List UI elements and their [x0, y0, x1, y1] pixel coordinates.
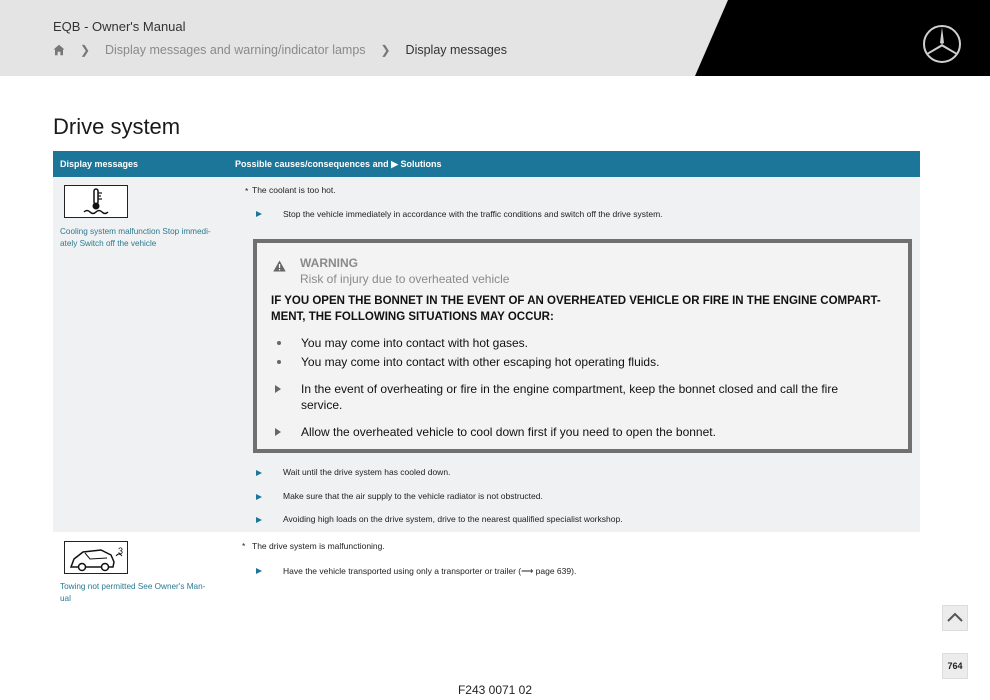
solution-arrow-icon: [256, 517, 262, 523]
page-title: Drive system: [53, 114, 181, 139]
cause-asterisk: *: [242, 541, 246, 551]
solution-arrow-icon: [256, 568, 262, 574]
column-header-display-messages: Display messages: [60, 159, 139, 169]
warning-caps-text: IF YOU OPEN THE BONNET IN THE EVENT OF AN OVERHEATED VEHICLE OR FIRE IN THE ENGINE COMPART- MENT, THE FOLLOWING SITUATIONS MAY OCCUR:: [271, 295, 881, 323]
warning-triangle-icon: [273, 260, 286, 272]
manual-title[interactable]: EQB - Owner's Manual: [53, 19, 186, 34]
solution-arrow-icon: [256, 211, 262, 217]
cause-text: The coolant is too hot.: [252, 185, 336, 195]
solution-arrow-icon: [256, 470, 262, 476]
bullet-icon: [277, 341, 281, 345]
breadcrumb-link-display-messages-lamps[interactable]: Display messages and warning/indicator lamps: [105, 43, 366, 57]
warning-box: [253, 239, 912, 453]
table-header: [53, 151, 920, 177]
scroll-to-top-button[interactable]: [942, 605, 968, 631]
chevron-up-icon: [943, 606, 967, 630]
solution-step: Make sure that the air supply to the vehicle radiator is not obstructed.: [283, 491, 543, 501]
warning-instruction: In the event of overheating or fire in the engine compartment, keep the bonnet closed and call the fire service.: [301, 382, 839, 412]
solution-step: Stop the vehicle immediately in accordance with the traffic conditions and switch off the drive system.: [283, 209, 663, 219]
solution-step: Wait until the drive system has cooled down.: [283, 467, 451, 477]
solution-step: Have the vehicle transported using only a transporter or trailer (⟶ page 639).: [283, 566, 577, 576]
instruction-arrow-icon: [275, 385, 281, 393]
chevron-right-icon: ❯: [79, 43, 91, 57]
mercedes-star-logo: [921, 23, 963, 65]
warning-title: WARNING: [300, 256, 358, 270]
footer-code: F243 0071 02: [457, 683, 533, 697]
bullet-icon: [277, 360, 281, 364]
towing-not-permitted-icon: [65, 542, 127, 573]
breadcrumb: [53, 42, 507, 58]
display-message-icon-frame: [64, 185, 128, 218]
solution-arrow-icon: [256, 494, 262, 500]
display-message-icon-frame: [64, 541, 128, 574]
display-message-text: Cooling system malfunction Stop immedi- ately Switch off the vehicle: [60, 227, 211, 248]
instruction-arrow-icon: [275, 428, 281, 436]
warning-subtitle: Risk of injury due to overheated vehicle: [300, 272, 510, 286]
svg-text:3: 3: [118, 546, 124, 556]
solution-step: Avoiding high loads on the drive system, drive to the nearest qualified specialist workshop.: [283, 514, 623, 524]
page-number-button[interactable]: 764: [942, 653, 968, 679]
coolant-temperature-icon: [65, 186, 127, 217]
home-icon[interactable]: [53, 44, 65, 56]
column-header-causes-solutions: Possible causes/consequences and ▶ Solutions: [235, 159, 442, 169]
display-message-text: Towing not permitted See Owner's Man- ual: [60, 582, 206, 603]
warning-bullet: You may come into contact with other escaping hot operating fluids.: [301, 355, 660, 369]
chevron-right-icon: ❯: [380, 43, 391, 57]
breadcrumb-current: Display messages: [405, 43, 507, 57]
warning-bullet: You may come into contact with hot gases.: [301, 336, 529, 350]
warning-instruction: Allow the overheated vehicle to cool down first if you need to open the bonnet.: [301, 425, 716, 439]
cause-asterisk: *: [245, 186, 249, 196]
cause-text: The drive system is malfunctioning.: [252, 541, 385, 551]
